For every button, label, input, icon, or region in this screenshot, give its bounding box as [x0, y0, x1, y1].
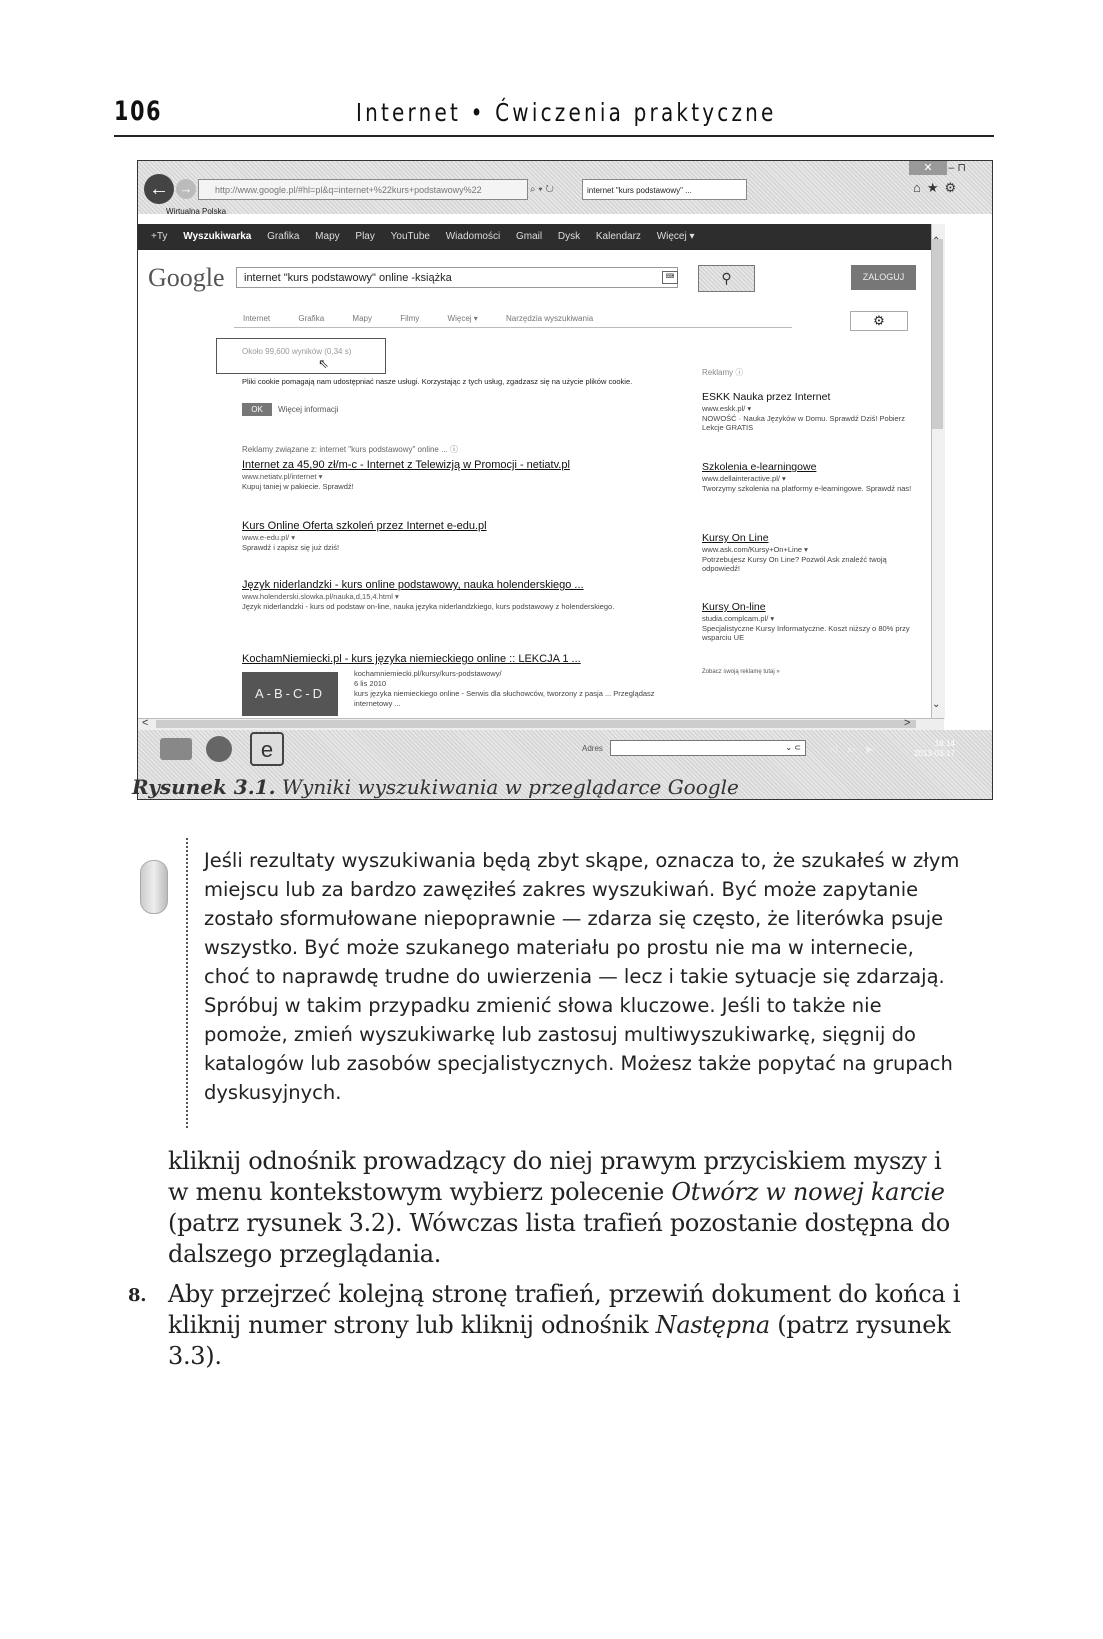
result-url[interactable]: www.netiatv.pl/internet ▾ — [242, 472, 323, 481]
gbar-item-gmail[interactable]: Gmail — [515, 231, 543, 242]
home-star-gear-icon[interactable]: ⌂★⚙ — [913, 180, 963, 195]
forward-arrow-icon[interactable]: → — [176, 179, 196, 199]
cookie-notice: Pliki cookie pomagają nam udostępniać nasze usługi. Korzystając z tych usług, zgadzasz się na użycie plików cookie. — [242, 377, 633, 386]
side-ad — [702, 391, 912, 433]
clock-time: 16:14 — [934, 739, 955, 748]
side-ad-snippet: Specjalistyczne Kursy Informatyczne. Koszt niższy o 80% przy wsparciu UE — [702, 623, 910, 642]
tab-internet[interactable]: Internet — [243, 314, 271, 323]
side-ad-url[interactable]: studia.complcam.pl/ ▾ — [702, 614, 775, 623]
result-thumbnail[interactable]: A-B-C-D — [242, 672, 338, 716]
paragraph-text: (patrz rysunek 3.3). — [168, 1311, 951, 1370]
result-title[interactable]: KochamNiemiecki.pl - kurs języka niemieckiego online :: LEKCJA 1 ... — [242, 653, 581, 665]
result-title[interactable]: Internet za 45,90 zł/m-c - Internet z Telewizją w Promocji - netiatv.pl — [242, 459, 570, 471]
side-ad-url[interactable]: www.eskk.pl/ ▾ — [702, 404, 752, 413]
search-input[interactable]: internet "kurs podstawowy" online -książka — [236, 267, 678, 288]
side-ad-title[interactable]: Szkolenia e-learningowe — [702, 461, 817, 473]
taskbar-address-input[interactable]: ⌄ ⊂ — [610, 740, 806, 756]
gbar-item-search[interactable]: Wyszukiwarka — [183, 231, 252, 242]
taskbar-clock[interactable] — [914, 739, 955, 759]
search-filter-tabs — [243, 314, 619, 323]
mouse-icon — [140, 860, 168, 914]
note-divider — [186, 838, 188, 1128]
side-ad-snippet: Tworzymy szkolenia na platformy e-learningowe. Sprawdź nas! — [702, 483, 912, 493]
scroll-down-icon[interactable]: ⌄ — [932, 699, 941, 710]
scroll-right-icon[interactable]: > — [904, 717, 911, 729]
gbar-item-maps[interactable]: Mapy — [315, 231, 340, 242]
search-button[interactable] — [698, 265, 755, 292]
body-text — [128, 1146, 968, 1381]
tab-images[interactable]: Grafika — [298, 314, 325, 323]
running-header-title: Internet • Ćwiczenia praktyczne — [356, 98, 777, 127]
command-name: Otwórz w nowej karcie — [671, 1178, 945, 1206]
back-arrow-icon[interactable]: ← — [144, 174, 174, 204]
search-result — [242, 458, 672, 492]
header-rule — [114, 135, 994, 137]
figure-caption — [132, 775, 739, 799]
result-url[interactable]: www.holenderski.slowka.pl/nauka,d,15,4.html ▾ — [242, 592, 399, 601]
gbar-item-ty[interactable]: +Ty — [151, 231, 168, 242]
highlight-box — [216, 338, 386, 374]
address-bar[interactable]: http://www.google.pl/#hl=pl&q=internet+%22kurs+podstawowy%22 — [198, 179, 528, 200]
tab-videos[interactable]: Filmy — [400, 314, 420, 323]
gbar-item-news[interactable]: Wiadomości — [445, 231, 501, 242]
login-button[interactable]: ZALOGUJ — [851, 265, 916, 290]
clock-date: 2013-03-17 — [914, 749, 955, 758]
side-ad-snippet: Potrzebujesz Kursy On Line? Pozwól Ask znaleźć twoją odpowiedź! — [702, 554, 887, 573]
side-ad — [702, 601, 912, 643]
result-date: 6 lis 2010 — [354, 679, 387, 688]
result-snippet: Kupuj taniej w pakiecie. Sprawdź! — [242, 482, 354, 491]
gear-icon[interactable]: ⚙ — [850, 311, 908, 331]
filter-divider — [234, 327, 792, 328]
taskbar-address-label: Adres — [582, 744, 603, 753]
gbar-item-drive[interactable]: Dysk — [557, 231, 581, 242]
browser-tab[interactable]: internet "kurs podstawowy" ... — [582, 179, 747, 200]
cookie-ok-button[interactable]: OK — [242, 403, 272, 416]
tab-maps[interactable]: Mapy — [352, 314, 372, 323]
search-result — [242, 578, 672, 612]
result-title[interactable]: Język niderlandzki - kurs online podstawowy, nauka holenderskiego ... — [242, 579, 584, 591]
result-snippet: Język niderlandzki - kurs od podstaw on-line, nauka języka niderlandzkiego, kurs podstawowy z holenderskiego. — [242, 602, 615, 611]
gbar-item-calendar[interactable]: Kalendarz — [595, 231, 641, 242]
tab-search-tools[interactable]: Narzędzia wyszukiwania — [506, 314, 594, 323]
media-player-icon[interactable] — [206, 736, 232, 762]
side-ad-title[interactable]: Kursy On-line — [702, 601, 766, 613]
link-name: Następna — [655, 1311, 770, 1339]
side-ad-snippet: NOWOŚĆ · Nauka Języków w Domu. Sprawdź Dziś! Pobierz Lekcje GRATIS — [702, 413, 905, 432]
paragraph-text: (patrz rysunek 3.2). Wówczas lista trafień pozostanie dostępna do dalszego przeglądania. — [168, 1209, 950, 1268]
ads-header: Reklamy związane z: internet "kurs podstawowy" online ... ⓘ — [242, 445, 458, 454]
result-url[interactable]: www.e-edu.pl/ ▾ — [242, 533, 295, 542]
horizontal-scroll-thumb[interactable] — [156, 720, 916, 728]
search-result-body — [354, 669, 674, 709]
tray-icons[interactable]: ◁ ▭ ▶ — [830, 744, 878, 754]
gbar-item-play[interactable]: Play — [355, 231, 375, 242]
caption-text: Wyniki wyszukiwania w przeglądarce Google — [281, 775, 739, 799]
browser-screenshot — [137, 160, 993, 800]
google-bar — [138, 224, 931, 250]
google-logo[interactable]: Google — [148, 263, 225, 292]
side-ad-url[interactable]: www.ask.com/Kursy+On+Line ▾ — [702, 545, 808, 554]
side-ad-url[interactable]: www.dellainteractive.pl/ ▾ — [702, 474, 786, 483]
paragraph-text: Aby przejrzeć kolejną stronę trafień, przewiń dokument do końca i kliknij numer strony lub kliknij odnośnik — [168, 1280, 961, 1339]
list-item — [128, 1279, 968, 1372]
result-snippet: Sprawdź i zapisz się już dziś! — [242, 543, 340, 552]
side-ad — [702, 461, 912, 493]
side-ad-title[interactable]: ESKK Nauka przez Internet — [702, 391, 831, 403]
note-text: Jeśli rezultaty wyszukiwania będą zbyt skąpe, oznacza to, że szukałeś w złym miejscu lub za bardzo zawęziłeś zakres wyszukiwań. Być może zapytanie zostało sformułowane niepoprawnie — zdarza się często, że literówka psuje wszystko. Być może szukanego materiału po prostu nie ma w internecie, choć to naprawdę trudne do uwierzenia — lecz i takie sytuacje się zdarzają. Spróbuj w takim przypadku zmienić słowa kluczowe. Jeśli to także nie pomoże, zmień wyszukiwarkę lub zastosuj multiwyszukiwarkę, sięgnij do katalogów lub zasobów specjalistycznych. Możesz także popytać na grupach dyskusyjnych. — [204, 849, 960, 1104]
file-explorer-icon[interactable] — [160, 738, 192, 760]
tab-more[interactable]: Więcej ▾ — [447, 314, 478, 323]
list-item-number: 8. — [128, 1285, 147, 1306]
search-refresh-icon[interactable]: ⌕ ▾ ↻ — [530, 184, 554, 195]
result-stats: Około 99,600 wyników (0,34 s) — [242, 347, 352, 356]
keyboard-icon[interactable]: ⌨ — [662, 271, 678, 284]
scroll-up-icon[interactable]: ⌃ — [932, 236, 941, 247]
internet-explorer-icon[interactable]: e — [250, 732, 284, 766]
result-snippet: kurs języka niemieckiego online - Serwis dla słuchowców, tworzony z pasja ... Przeglądasz internetowy ... — [354, 689, 655, 708]
paragraph-text: kliknij odnośnik prowadzący do niej prawym przyciskiem myszy i w menu kontekstowym wybierz polecenie — [168, 1147, 942, 1206]
cookie-more-info-link[interactable]: Więcej informacji — [278, 405, 339, 414]
side-ads-header: Reklamy ⓘ — [702, 368, 744, 377]
scroll-left-icon[interactable]: < — [142, 717, 149, 729]
result-title[interactable]: Kurs Online Oferta szkoleń przez Internet e-edu.pl — [242, 520, 487, 532]
side-ads-more-link[interactable]: Zobacz swoją reklamę tutaj » — [702, 669, 780, 675]
side-ad-title[interactable]: Kursy On Line — [702, 532, 769, 544]
side-ad — [702, 532, 912, 574]
page-number: 106 — [114, 96, 163, 127]
favorites-item[interactable]: Wirtualna Polska — [166, 207, 227, 216]
paragraph — [168, 1146, 968, 1270]
window-controls[interactable]: – ⊓ — [948, 162, 966, 174]
mouse-cursor-icon: ⇖ — [318, 356, 329, 371]
search-result — [242, 519, 672, 553]
gbar-item-youtube[interactable]: YouTube — [390, 231, 430, 242]
search-icon: ⚲ — [721, 270, 732, 286]
vertical-scroll-thumb[interactable] — [932, 239, 943, 429]
result-url[interactable]: kochamniemiecki.pl/kursy/kurs-podstawowy/ — [354, 669, 502, 678]
close-icon[interactable]: ✕ — [909, 161, 947, 175]
gbar-item-images[interactable]: Grafika — [267, 231, 300, 242]
search-result — [242, 652, 672, 666]
gbar-item-more[interactable]: Więcej ▾ — [656, 231, 695, 242]
caption-label: Rysunek 3.1. — [132, 775, 276, 799]
